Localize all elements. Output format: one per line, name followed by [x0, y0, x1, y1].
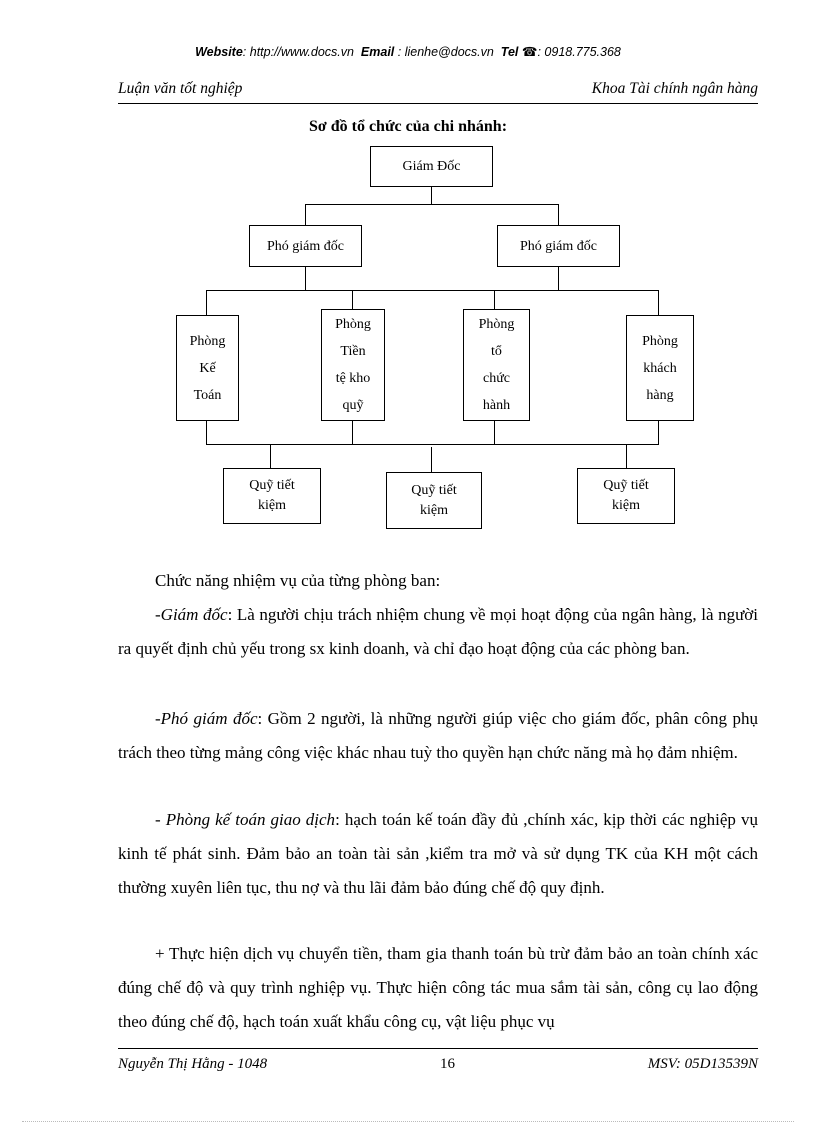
website-url[interactable]: : http://www.docs.vn	[242, 45, 354, 59]
p1-term: Giám đốc	[160, 605, 228, 624]
p3-text: : hạch toán kế toán đầy đủ ,chính xác, kịp thời các nghiệp vụ kinh tế phát sinh. Đảm bảo an toàn tài sản ,kiểm tra mở và sử dụng TK của KH một cách thường xuyên liên tục, thu nợ và thu lãi đảm bảo đúng chế độ quy định.	[118, 810, 758, 897]
connector-line	[305, 204, 306, 226]
intro-paragraph	[118, 564, 758, 598]
header-rule	[118, 103, 758, 104]
dept-organization-box	[463, 309, 530, 421]
deputy-paragraph	[118, 702, 758, 770]
connector-line	[658, 290, 659, 316]
deputy-director-left-box	[249, 225, 362, 267]
connector-line	[658, 420, 659, 444]
dept-treasury-box	[321, 309, 385, 421]
savings-fund-box-3	[577, 468, 675, 524]
connector-line	[206, 444, 659, 445]
savings-fund-line: Quỹ tiết	[603, 478, 649, 493]
connector-line	[206, 290, 207, 316]
p2-term: Phó giám đốc	[160, 709, 258, 728]
connector-line	[626, 444, 627, 469]
dept-accounting-line: Toán	[193, 387, 222, 403]
phone-icon: ☎	[521, 45, 538, 59]
director-paragraph	[118, 598, 758, 666]
dept-treasury-line: Tiền	[340, 344, 366, 359]
dept-customer-line: Phòng	[642, 333, 678, 349]
connector-line	[305, 266, 306, 290]
dept-treasury-line: quỹ	[342, 398, 364, 413]
dept-organization-line: tổ	[491, 344, 502, 359]
dept-organization-line: hành	[482, 398, 511, 413]
connector-line	[431, 186, 432, 204]
p4-text: + Thực hiện dịch vụ chuyển tiền, tham gia thanh toán bù trừ đảm bảo an toàn chính xác đúng chế độ và quy trình nghiệp vụ. Thực hiện công tác mua sắm tài sản, công cụ lao động theo đúng chế độ, hạch toán xuất khẩu công cụ, vật liệu phục vụ	[118, 944, 758, 1031]
dept-treasury-line: Phòng	[335, 317, 371, 332]
page-edge-dotted-line	[22, 1121, 794, 1122]
deputy-right-label: Phó giám đốc	[520, 238, 597, 254]
p1-lead: -	[155, 605, 161, 624]
director-box	[370, 146, 493, 187]
p1-text: : Là người chịu trách nhiệm chung về mọi hoạt động của ngân hàng, là người ra quyết định chủ yếu trong sx kinh doanh, và chỉ đạo hoạt động của các phòng ban.	[118, 605, 758, 658]
connector-line	[352, 420, 353, 444]
dept-accounting-line: Kế	[199, 360, 216, 376]
savings-fund-line: Quỹ tiết	[411, 482, 457, 498]
tel-number: : 0918.775.368	[537, 45, 621, 59]
footer-student-id: MSV: 05D13539N	[647, 1056, 758, 1072]
dept-organization-line: Phòng	[478, 317, 515, 332]
website-banner	[0, 44, 816, 59]
dept-treasury-line: tệ kho	[335, 371, 371, 386]
connector-line	[494, 420, 495, 444]
connector-line	[305, 204, 559, 205]
savings-fund-box-1	[223, 468, 321, 524]
director-label: Giám Đốc	[402, 159, 461, 174]
header-left-title: Luận văn tốt nghiệp	[118, 80, 243, 97]
dept-accounting-line: Phòng	[189, 333, 226, 349]
dept-customer-line: hàng	[646, 387, 674, 403]
email-label: Email	[360, 45, 395, 59]
deputy-left-label: Phó giám đốc	[267, 238, 344, 254]
p2-text: : Gồm 2 người, là những người giúp việc cho giám đốc, phân công phụ trách theo từng mảng công việc khác nhau tuỳ tho quyền hạn chức năng mà họ đảm nhiệm.	[118, 709, 758, 762]
footer-rule	[118, 1048, 758, 1049]
website-label: Website	[195, 45, 243, 59]
deputy-director-right-box	[497, 225, 620, 267]
savings-fund-line: kiệm	[258, 498, 286, 513]
dept-accounting-box	[176, 315, 239, 421]
savings-fund-line: kiệm	[612, 498, 640, 513]
p3-lead: -	[155, 810, 166, 829]
connector-line	[352, 290, 353, 310]
p2-lead: -	[155, 709, 161, 728]
savings-fund-box-2	[386, 472, 482, 529]
footer-author: Nguyễn Thị Hằng - 1048	[118, 1056, 268, 1072]
tel-label: Tel	[500, 45, 519, 59]
dept-customer-line: khách	[643, 360, 677, 376]
dept-organization-line: chức	[482, 371, 510, 386]
intro-text: Chức năng nhiệm vụ của từng phòng ban:	[155, 571, 441, 590]
connector-line	[206, 420, 207, 444]
p3-term: Phòng kế toán giao dịch	[165, 810, 336, 829]
connector-line	[558, 266, 559, 290]
connector-line	[431, 447, 432, 472]
transfer-paragraph	[118, 937, 758, 1039]
savings-fund-line: kiệm	[420, 502, 448, 518]
connector-line	[206, 290, 659, 291]
connector-line	[558, 204, 559, 226]
connector-line	[494, 290, 495, 310]
dept-customer-box	[626, 315, 694, 421]
accounting-paragraph	[118, 803, 758, 905]
savings-fund-line: Quỹ tiết	[249, 478, 295, 493]
page-number: 16	[440, 1056, 455, 1072]
org-chart-title: Sơ đồ tổ chức của chi nhánh:	[308, 118, 508, 135]
connector-line	[270, 444, 271, 469]
header-right-title: Khoa Tài chính ngân hàng	[591, 80, 758, 97]
email-address[interactable]: : lienhe@docs.vn	[394, 45, 494, 59]
